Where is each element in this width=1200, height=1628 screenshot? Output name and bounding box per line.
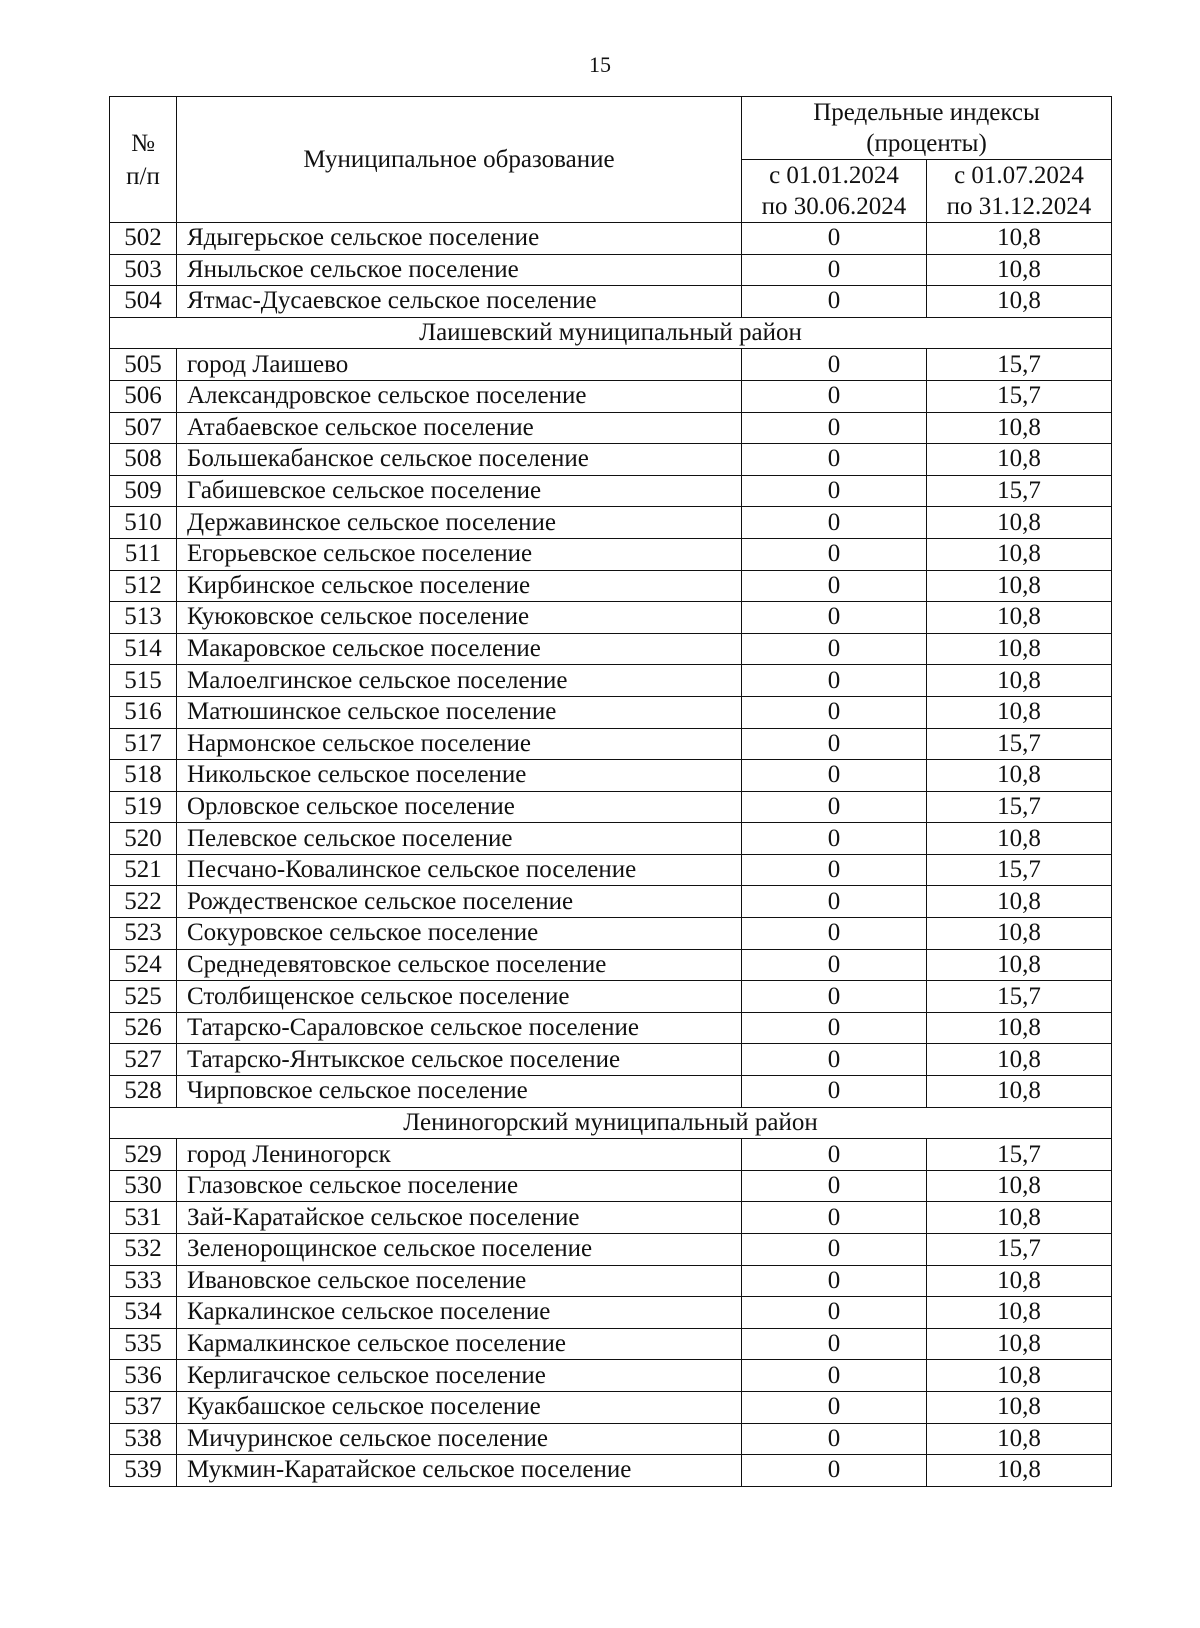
municipality-name: Рождественское сельское поселение — [177, 886, 742, 918]
municipality-name: Среднедевятовское сельское поселение — [177, 949, 742, 981]
table-row — [110, 791, 1112, 823]
row-number: 528 — [110, 1076, 177, 1108]
row-number: 529 — [110, 1139, 177, 1171]
table-row — [110, 1423, 1112, 1455]
index-period-2: 15,7 — [927, 791, 1112, 823]
table-row — [110, 1391, 1112, 1423]
index-period-2: 10,8 — [927, 696, 1112, 728]
row-number: 527 — [110, 1044, 177, 1076]
index-period-1: 0 — [742, 728, 927, 760]
index-period-2: 15,7 — [927, 1234, 1112, 1266]
index-period-2: 10,8 — [927, 1265, 1112, 1297]
index-period-2: 10,8 — [927, 286, 1112, 318]
index-period-1: 0 — [742, 665, 927, 697]
table-row — [110, 1202, 1112, 1234]
row-number: 519 — [110, 791, 177, 823]
index-period-2: 10,8 — [927, 570, 1112, 602]
index-period-1: 0 — [742, 254, 927, 286]
row-number: 533 — [110, 1265, 177, 1297]
header-period-2-line1: с 01.07.2024 — [954, 162, 1084, 189]
index-period-1: 0 — [742, 570, 927, 602]
row-number: 503 — [110, 254, 177, 286]
municipality-name: Керлигачское сельское поселение — [177, 1360, 742, 1392]
table-row — [110, 1044, 1112, 1076]
municipality-name: Зай-Каратайское сельское поселение — [177, 1202, 742, 1234]
municipality-name: Матюшинское сельское поселение — [177, 696, 742, 728]
index-period-1: 0 — [742, 1076, 927, 1108]
index-period-2: 10,8 — [927, 412, 1112, 444]
index-period-2: 10,8 — [927, 760, 1112, 792]
header-number — [110, 97, 177, 223]
row-number: 530 — [110, 1170, 177, 1202]
index-period-2: 10,8 — [927, 1076, 1112, 1108]
row-number: 531 — [110, 1202, 177, 1234]
municipality-name: Песчано-Ковалинское сельское поселение — [177, 854, 742, 886]
indices-table — [109, 96, 1112, 1487]
table-row — [110, 1360, 1112, 1392]
index-period-1: 0 — [742, 349, 927, 381]
index-period-1: 0 — [742, 412, 927, 444]
index-period-1: 0 — [742, 602, 927, 634]
table-row — [110, 349, 1112, 381]
index-period-1: 0 — [742, 1234, 927, 1266]
header-number-line1: № — [131, 129, 155, 157]
table-row — [110, 823, 1112, 855]
index-period-1: 0 — [742, 223, 927, 255]
row-number: 532 — [110, 1234, 177, 1266]
district-name: Лаишевский муниципальный район — [110, 317, 1112, 349]
index-period-2: 10,8 — [927, 1044, 1112, 1076]
row-number: 518 — [110, 760, 177, 792]
index-period-1: 0 — [742, 918, 927, 950]
table-row — [110, 1265, 1112, 1297]
municipality-name: Яныльское сельское поселение — [177, 254, 742, 286]
municipality-name: Куакбашское сельское поселение — [177, 1391, 742, 1423]
municipality-name: Ивановское сельское поселение — [177, 1265, 742, 1297]
index-period-1: 0 — [742, 886, 927, 918]
index-period-1: 0 — [742, 380, 927, 412]
header-indices-line2: (проценты) — [866, 130, 987, 157]
index-period-2: 10,8 — [927, 918, 1112, 950]
municipality-name: Кармалкинское сельское поселение — [177, 1328, 742, 1360]
index-period-1: 0 — [742, 1391, 927, 1423]
municipality-name: Зеленорощинское сельское поселение — [177, 1234, 742, 1266]
table-row — [110, 538, 1112, 570]
municipality-name: Ятмас-Дусаевское сельское поселение — [177, 286, 742, 318]
municipality-name: Александровское сельское поселение — [177, 380, 742, 412]
index-period-2: 10,8 — [927, 444, 1112, 476]
index-period-2: 10,8 — [927, 949, 1112, 981]
table-header — [110, 97, 1112, 223]
municipality-name: Татарско-Янтыкское сельское поселение — [177, 1044, 742, 1076]
municipality-name: город Лаишево — [177, 349, 742, 381]
table-row — [110, 1328, 1112, 1360]
row-number: 508 — [110, 444, 177, 476]
index-period-1: 0 — [742, 760, 927, 792]
index-period-1: 0 — [742, 1455, 927, 1487]
row-number: 511 — [110, 538, 177, 570]
municipality-name: Столбищенское сельское поселение — [177, 981, 742, 1013]
row-number: 536 — [110, 1360, 177, 1392]
municipality-name: Нармонское сельское поселение — [177, 728, 742, 760]
index-period-1: 0 — [742, 1170, 927, 1202]
row-number: 517 — [110, 728, 177, 760]
index-period-1: 0 — [742, 1297, 927, 1329]
table-row — [110, 1455, 1112, 1487]
header-indices — [742, 97, 1112, 160]
municipality-name: Большекабанское сельское поселение — [177, 444, 742, 476]
table-row — [110, 570, 1112, 602]
table-row — [110, 1170, 1112, 1202]
index-period-2: 15,7 — [927, 475, 1112, 507]
row-number: 535 — [110, 1328, 177, 1360]
index-period-2: 10,8 — [927, 1423, 1112, 1455]
table-row — [110, 981, 1112, 1013]
municipality-name: Татарско-Сараловское сельское поселение — [177, 1012, 742, 1044]
index-period-2: 10,8 — [927, 886, 1112, 918]
index-period-2: 15,7 — [927, 854, 1112, 886]
row-number: 516 — [110, 696, 177, 728]
table-row — [110, 602, 1112, 634]
index-period-2: 15,7 — [927, 349, 1112, 381]
municipality-name: Глазовское сельское поселение — [177, 1170, 742, 1202]
index-period-2: 10,8 — [927, 507, 1112, 539]
index-period-1: 0 — [742, 949, 927, 981]
page-number: 15 — [589, 52, 611, 77]
row-number: 523 — [110, 918, 177, 950]
index-period-2: 10,8 — [927, 1202, 1112, 1234]
table-row — [110, 254, 1112, 286]
table-row — [110, 854, 1112, 886]
index-period-1: 0 — [742, 1360, 927, 1392]
index-period-2: 10,8 — [927, 1297, 1112, 1329]
index-period-2: 10,8 — [927, 823, 1112, 855]
row-number: 505 — [110, 349, 177, 381]
index-period-2: 10,8 — [927, 665, 1112, 697]
index-period-2: 10,8 — [927, 538, 1112, 570]
row-number: 506 — [110, 380, 177, 412]
table-row — [110, 1012, 1112, 1044]
row-number: 514 — [110, 633, 177, 665]
municipality-name: Макаровское сельское поселение — [177, 633, 742, 665]
index-period-1: 0 — [742, 1044, 927, 1076]
row-number: 515 — [110, 665, 177, 697]
row-number: 507 — [110, 412, 177, 444]
municipality-name: Никольское сельское поселение — [177, 760, 742, 792]
header-period-1-line2: по 30.06.2024 — [761, 193, 907, 220]
table-row — [110, 665, 1112, 697]
table-row — [110, 444, 1112, 476]
index-period-1: 0 — [742, 507, 927, 539]
municipality-name: Куюковское сельское поселение — [177, 602, 742, 634]
index-period-2: 15,7 — [927, 380, 1112, 412]
index-period-2: 15,7 — [927, 1139, 1112, 1171]
header-period-2-line2: по 31.12.2024 — [946, 193, 1092, 220]
municipality-name: Державинское сельское поселение — [177, 507, 742, 539]
row-number: 524 — [110, 949, 177, 981]
row-number: 509 — [110, 475, 177, 507]
municipality-name: Мукмин-Каратайское сельское поселение — [177, 1455, 742, 1487]
index-period-1: 0 — [742, 1139, 927, 1171]
table-row — [110, 633, 1112, 665]
row-number: 504 — [110, 286, 177, 318]
index-period-1: 0 — [742, 1012, 927, 1044]
index-period-1: 0 — [742, 1423, 927, 1455]
index-period-1: 0 — [742, 286, 927, 318]
index-period-1: 0 — [742, 854, 927, 886]
municipality-name: Пелевское сельское поселение — [177, 823, 742, 855]
table-row — [110, 412, 1112, 444]
header-number-line2: п/п — [126, 162, 160, 190]
header-period-2 — [927, 160, 1112, 223]
municipality-name: Атабаевское сельское поселение — [177, 412, 742, 444]
municipality-name: Сокуровское сельское поселение — [177, 918, 742, 950]
index-period-2: 10,8 — [927, 1360, 1112, 1392]
index-period-2: 10,8 — [927, 223, 1112, 255]
index-period-2: 10,8 — [927, 1012, 1112, 1044]
municipality-name: Малоелгинское сельское поселение — [177, 665, 742, 697]
table-row — [110, 380, 1112, 412]
table-row — [110, 286, 1112, 318]
row-number: 537 — [110, 1391, 177, 1423]
row-number: 539 — [110, 1455, 177, 1487]
table-row — [110, 1139, 1112, 1171]
municipality-name: город Лениногорск — [177, 1139, 742, 1171]
index-period-1: 0 — [742, 444, 927, 476]
municipality-name: Чирповское сельское поселение — [177, 1076, 742, 1108]
row-number: 513 — [110, 602, 177, 634]
row-number: 512 — [110, 570, 177, 602]
index-period-1: 0 — [742, 791, 927, 823]
header-indices-line1: Предельные индексы — [813, 99, 1040, 126]
index-period-1: 0 — [742, 475, 927, 507]
index-period-2: 15,7 — [927, 981, 1112, 1013]
header-period-1 — [742, 160, 927, 223]
index-period-2: 10,8 — [927, 633, 1112, 665]
district-name: Лениногорский муниципальный район — [110, 1107, 1112, 1139]
index-period-1: 0 — [742, 1265, 927, 1297]
table-row — [110, 1076, 1112, 1108]
municipality-name: Орловское сельское поселение — [177, 791, 742, 823]
table-body — [110, 223, 1112, 1487]
table-row — [110, 918, 1112, 950]
table-row — [110, 223, 1112, 255]
index-period-1: 0 — [742, 538, 927, 570]
municipality-name: Каркалинское сельское поселение — [177, 1297, 742, 1329]
index-period-2: 15,7 — [927, 728, 1112, 760]
district-row — [110, 317, 1112, 349]
header-period-1-line1: с 01.01.2024 — [769, 162, 899, 189]
index-period-1: 0 — [742, 823, 927, 855]
municipality-name: Мичуринское сельское поселение — [177, 1423, 742, 1455]
row-number: 534 — [110, 1297, 177, 1329]
municipality-name: Габишевское сельское поселение — [177, 475, 742, 507]
row-number: 538 — [110, 1423, 177, 1455]
index-period-1: 0 — [742, 633, 927, 665]
row-number: 520 — [110, 823, 177, 855]
index-period-1: 0 — [742, 1202, 927, 1234]
index-period-2: 10,8 — [927, 1455, 1112, 1487]
municipality-name: Кирбинское сельское поселение — [177, 570, 742, 602]
header-name: Муниципальное образование — [177, 97, 742, 223]
row-number: 510 — [110, 507, 177, 539]
municipality-name: Егорьевское сельское поселение — [177, 538, 742, 570]
table-row — [110, 1297, 1112, 1329]
index-period-2: 10,8 — [927, 1328, 1112, 1360]
index-period-1: 0 — [742, 1328, 927, 1360]
index-period-1: 0 — [742, 696, 927, 728]
index-period-2: 10,8 — [927, 254, 1112, 286]
table-row — [110, 760, 1112, 792]
index-period-1: 0 — [742, 981, 927, 1013]
table-row — [110, 696, 1112, 728]
table-row — [110, 949, 1112, 981]
index-period-2: 10,8 — [927, 602, 1112, 634]
row-number: 525 — [110, 981, 177, 1013]
row-number: 521 — [110, 854, 177, 886]
municipality-name: Ядыгерьское сельское поселение — [177, 223, 742, 255]
district-row — [110, 1107, 1112, 1139]
row-number: 502 — [110, 223, 177, 255]
table-row — [110, 475, 1112, 507]
table-row — [110, 886, 1112, 918]
table-row — [110, 728, 1112, 760]
index-period-2: 10,8 — [927, 1170, 1112, 1202]
index-period-2: 10,8 — [927, 1391, 1112, 1423]
table-row — [110, 507, 1112, 539]
row-number: 526 — [110, 1012, 177, 1044]
row-number: 522 — [110, 886, 177, 918]
table-row — [110, 1234, 1112, 1266]
